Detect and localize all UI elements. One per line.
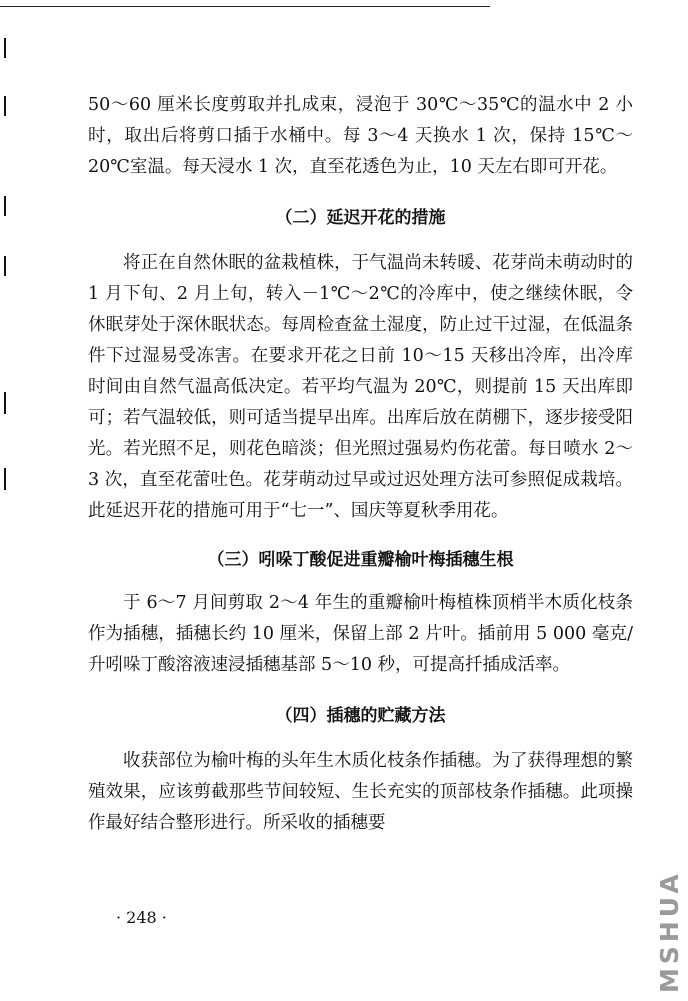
paragraph-cutting-storage: 收获部位为榆叶梅的头年生木质化枝条作插穗。为了获得理想的繁殖效果，应该剪截那些节间较短、生长充实的顶部枝条作插穗。此项操作最好结合整形进行。所采收的插穗要 xyxy=(88,751,633,833)
binding-mark xyxy=(4,468,6,490)
binding-mark xyxy=(4,38,6,58)
paragraph-continued: 50～60 厘米长度剪取并扎成束，浸泡于 30℃～35℃的温水中 2 小时，取出后将剪口插于水桶中。每 3～4 天换水 1 次，保持 15℃～20℃室温。每天浸水 1 次，直至花透色为止，10 天左右即可开花。 xyxy=(88,95,633,177)
section-heading-delay-flowering: （二）延迟开花的措施 xyxy=(275,208,446,228)
binding-mark xyxy=(4,392,6,414)
paragraph-iba-rooting: 于 6～7 月间剪取 2～4 年生的重瓣榆叶梅植株顶梢半木质化枝条作为插穗，插穗长约 10 厘米，保留上部 2 片叶。插前用 5 000 毫克/升吲哚丁酸溶液速浸插穗基部 5～10 秒，可提高扦插成活率。 xyxy=(88,593,633,675)
binding-mark xyxy=(4,196,6,216)
page-number: · 248 · xyxy=(116,908,167,927)
section-heading-cutting-storage: （四）插穗的贮藏方法 xyxy=(275,706,446,726)
binding-mark xyxy=(4,256,6,276)
paragraph-delay-flowering: 将正在自然休眠的盆栽植株，于气温尚未转暖、花芽尚未萌动时的 1 月下旬、2 月上旬，转入－1℃～2℃的冷库中，使之继续休眠，令休眠芽处于深休眠状态。每周检查盆土湿度，防止过干过湿，在低温条件下过湿易受冻害。在要求开花之日前 10～15 天移出冷库，出冷库时间由自然气温高低决定。若平均气温为 20℃，则提前 15 天出库即可；若气温较低，则可适当提早出库。出库后放在荫棚下，逐步接受阳光。若光照不足，则花色暗淡；但光照过强易灼伤花蕾。每日喷水 2～3 次，直至花蕾吐色。花芽萌动过早或过迟处理方法可参照促成栽培。此延迟开花的措施可用于“七一”、国庆等夏秋季用花。 xyxy=(88,253,633,521)
top-rule xyxy=(0,6,490,7)
page-text xyxy=(88,90,633,839)
section-heading-iba-rooting: （三）吲哚丁酸促进重瓣榆叶梅插穗生根 xyxy=(207,550,514,570)
binding-mark xyxy=(4,96,6,116)
watermark: MSHUA xyxy=(655,870,684,993)
